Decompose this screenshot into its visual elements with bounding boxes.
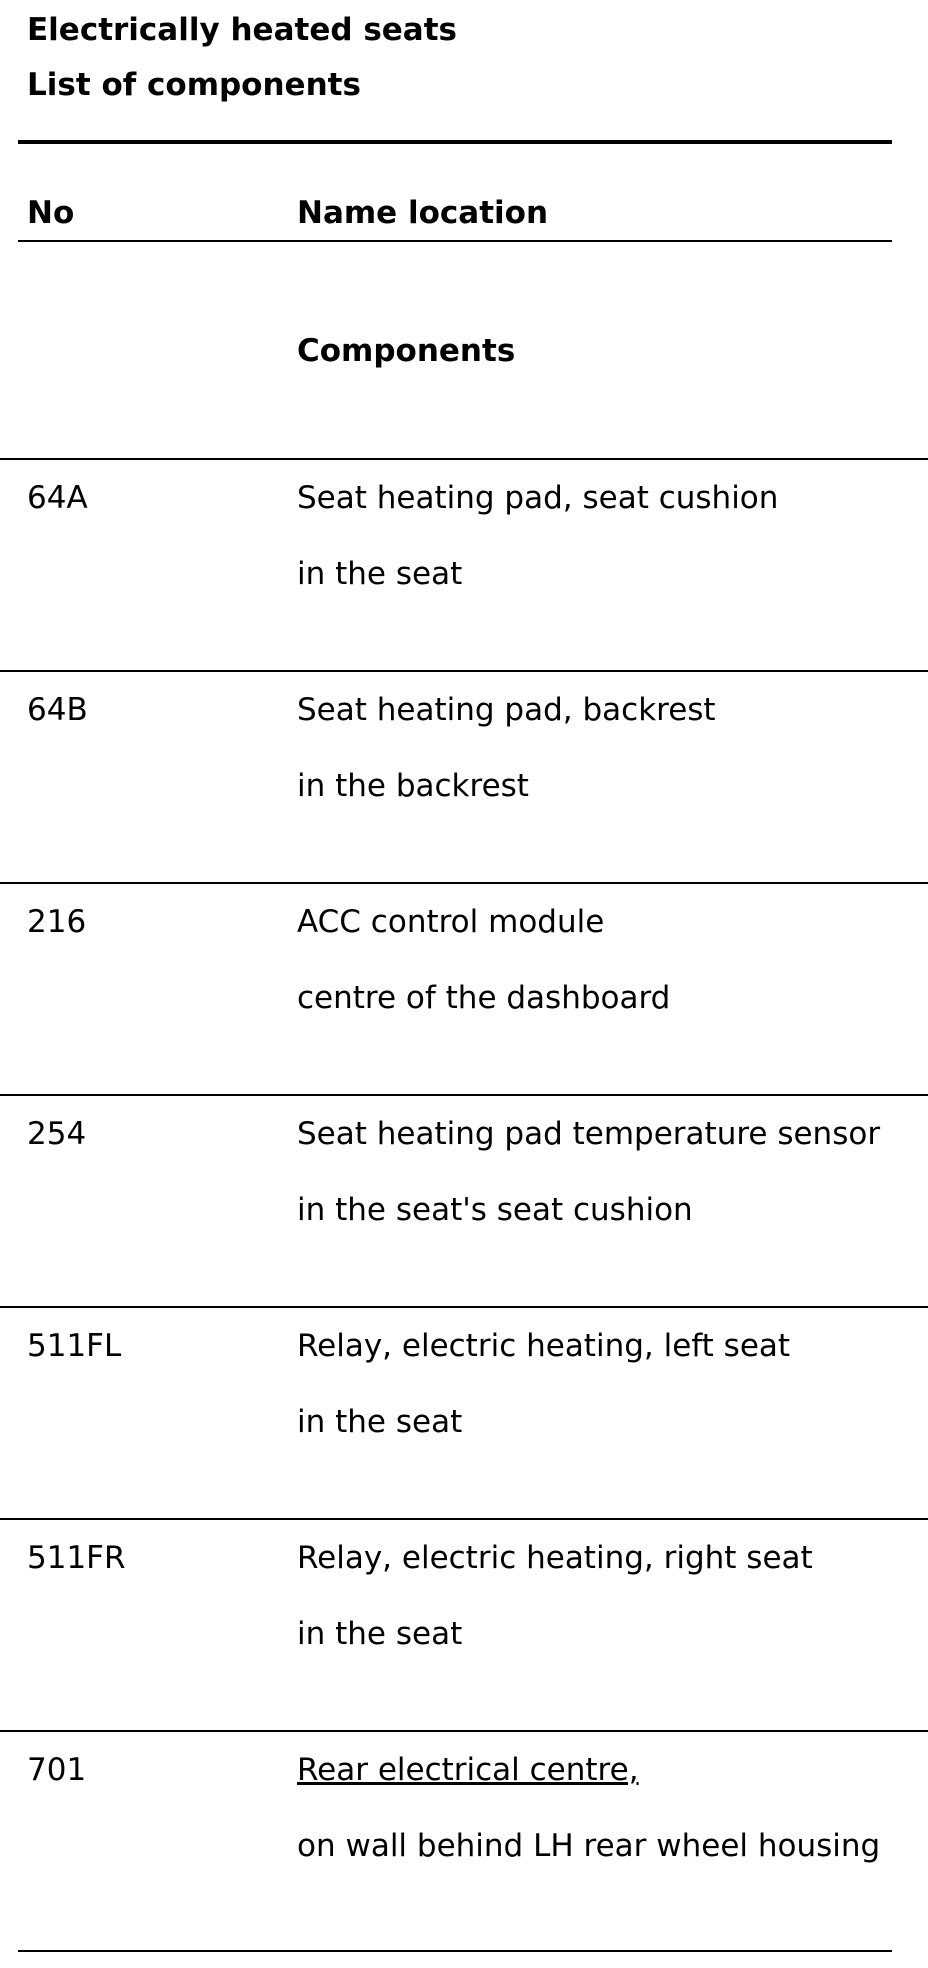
component-name: ACC control module xyxy=(297,904,605,940)
column-header-no: No xyxy=(27,195,75,231)
table-row xyxy=(0,1520,928,1732)
component-number: 254 xyxy=(27,1116,87,1152)
table-bottom-rule xyxy=(18,1950,892,1952)
page-subtitle: List of components xyxy=(27,67,361,103)
component-number: 216 xyxy=(27,904,87,940)
header-bottom-rule xyxy=(18,240,892,242)
component-name: Seat heating pad temperature sensor xyxy=(297,1116,881,1152)
component-location: in the seat's seat cushion xyxy=(297,1192,693,1228)
component-location: in the backrest xyxy=(297,768,529,804)
component-number: 511FL xyxy=(27,1328,122,1364)
page-title: Electrically heated seats xyxy=(27,12,457,48)
component-name: Seat heating pad, seat cushion xyxy=(297,480,779,516)
table-row xyxy=(0,1308,928,1520)
table-top-rule xyxy=(18,140,892,144)
table-row xyxy=(0,884,928,1096)
component-number: 701 xyxy=(27,1752,87,1788)
component-name: Seat heating pad, backrest xyxy=(297,692,716,728)
table-row xyxy=(0,1732,928,1944)
column-header-name-location: Name location xyxy=(297,195,549,231)
component-number: 64B xyxy=(27,692,88,728)
component-number: 64A xyxy=(27,480,88,516)
component-location: in the seat xyxy=(297,1404,463,1440)
component-name: Relay, electric heating, left seat xyxy=(297,1328,791,1364)
component-location: on wall behind LH rear wheel housing xyxy=(297,1828,881,1864)
component-location: centre of the dashboard xyxy=(297,980,671,1016)
component-location: in the seat xyxy=(297,1616,463,1652)
rear-electrical-centre-link[interactable]: Rear electrical centre, xyxy=(297,1752,639,1788)
table-row xyxy=(0,672,928,884)
table-row xyxy=(0,1096,928,1308)
component-location: in the seat xyxy=(297,556,463,592)
component-name: Relay, electric heating, right seat xyxy=(297,1540,813,1576)
section-heading-components: Components xyxy=(297,333,516,369)
component-number: 511FR xyxy=(27,1540,126,1576)
table-row xyxy=(0,460,928,672)
